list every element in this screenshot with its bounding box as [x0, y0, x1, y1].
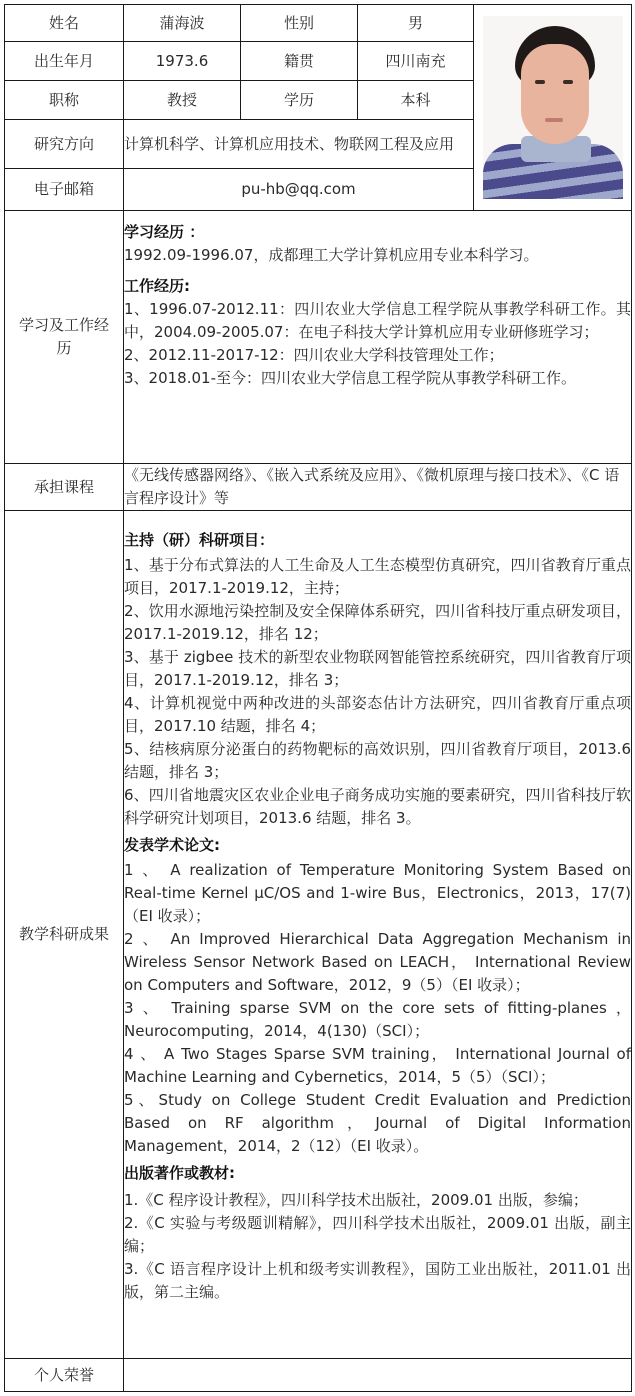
honors-label: 个人荣誉: [5, 1359, 124, 1392]
paper-item: 3 、 Training sparse SVM on the core sets of fitting-planes ，Neurocomputing，2014，4(130)（SCI）；: [124, 999, 631, 1040]
row-achievements: [5, 511, 632, 1359]
study-item: 1992.09-1996.07，成都理工大学计算机应用专业本科学习。: [124, 246, 539, 264]
title-value: 教授: [124, 81, 241, 120]
paper-item: 2 、 An Improved Hierarchical Data Aggregation Mechanism in Wireless Sensor Network Based on LEACH， International Review on Computers and Software，2012，9（5）（EI 收录）；: [124, 930, 631, 994]
row-honors: [5, 1359, 632, 1392]
projects-list: [124, 552, 631, 834]
research-label: 研究方向: [5, 120, 124, 169]
profile-table: [4, 4, 632, 1392]
work-title: 工作经历:: [124, 277, 190, 295]
work-item: 3、2018.01-至今：四川农业大学信息工程学院从事教学科研工作。: [124, 369, 576, 387]
project-item: 2、饮用水源地污染控制及安全保障体系研究，四川省科技厅重点研发项目，2017.1-2019.12，排名 12；: [124, 602, 631, 643]
gender-label: 性别: [241, 5, 358, 42]
birth-value: 1973.6: [124, 42, 241, 81]
experience-content: [124, 211, 632, 464]
papers-title: 发表学术论文:: [124, 836, 220, 854]
birth-label: 出生年月: [5, 42, 124, 81]
row-courses: [5, 464, 632, 511]
study-title: 学习经历 ：: [124, 223, 205, 241]
row-name-gender: [5, 5, 632, 42]
book-item: 1.《C 程序设计教程》，四川科学技术出版社，2009.01 出版，参编；: [124, 1191, 588, 1209]
work-item: 2、2012.11-2017-12：四川农业大学科技管理处工作；: [124, 346, 504, 364]
gender-value: 男: [358, 5, 474, 42]
native-label: 籍贯: [241, 42, 358, 81]
native-value: 四川南充: [358, 42, 474, 81]
project-item: 1、基于分布式算法的人工生命及人工生态模型仿真研究，四川省教育厅重点项目，2017.1-2019.12，主持；: [124, 556, 631, 597]
honors-value: [124, 1359, 632, 1392]
experience-label: 学习及工作经历: [5, 211, 124, 464]
title-label: 职称: [5, 81, 124, 120]
paper-item: 4 、 A Two Stages Sparse SVM training， International Journal of Machine Learning and Cybernetics，2014，5（5）（SCI）；: [124, 1045, 631, 1086]
books-list: [124, 1185, 631, 1308]
courses-label: 承担课程: [5, 464, 124, 511]
email-label: 电子邮箱: [5, 169, 124, 211]
name-label: 姓名: [5, 5, 124, 42]
book-item: 3.《C 语言程序设计上机和级考实训教程》，国防工业出版社，2011.01 出版，第二主编。: [124, 1260, 631, 1301]
paper-item: 5、Study on College Student Credit Evaluation and Prediction Based on RF algorithm，Journal of Digital Information Management，2014，2（12）（EI 收录）。: [124, 1091, 631, 1155]
photo-cell: [474, 5, 632, 211]
achievements-label: 教学科研成果: [5, 511, 124, 1359]
book-item: 2.《C 实验与考级题训精解》，四川科学技术出版社，2009.01 出版，副主编；: [124, 1214, 631, 1255]
degree-label: 学历: [241, 81, 358, 120]
projects-title: 主持（研）科研项目：: [124, 531, 275, 549]
books-title: 出版著作或教材:: [124, 1164, 235, 1182]
face-shape: [521, 44, 589, 144]
portrait-photo: [483, 16, 623, 199]
courses-value: 《无线传感器网络》、《嵌入式系统及应用》、《微机原理与接口技术》、《C 语言程序设计》等: [124, 464, 632, 511]
row-experience: [5, 211, 632, 464]
project-item: 6、四川省地震灾区农业企业电子商务成功实施的要素研究，四川省科技厅软科学研究计划项目，2013.6 结题，排名 3。: [124, 786, 631, 827]
research-value: 计算机科学、计算机应用技术、物联网工程及应用: [124, 120, 474, 169]
project-item: 5、结核病原分泌蛋白的药物靶标的高效识别，四川省教育厅项目，2013.6 结题，排名 3；: [124, 740, 631, 781]
achievements-content: [124, 511, 632, 1359]
work-item: 1、1996.07-2012.11：四川农业大学信息工程学院从事教学科研工作。其中，2004.09-2005.07：在电子科技大学计算机应用专业研修班学习；: [124, 300, 631, 341]
name-value: 蒲海波: [124, 5, 241, 42]
project-item: 4、计算机视觉中两种改进的头部姿态估计方法研究，四川省教育厅重点项目，2017.10 结题，排名 4；: [124, 694, 631, 735]
papers-list: [124, 857, 631, 1162]
email-value: pu-hb@qq.com: [124, 169, 474, 211]
paper-item: 1 、 A realization of Temperature Monitoring System Based on Real-time Kernel μC/OS and 1-wire Bus，Electronics，2013，17(7)（EI 收录）；: [124, 861, 631, 925]
project-item: 3、基于 zigbee 技术的新型农业物联网智能管控系统研究，四川省教育厅项目，2017.1-2019.12，排名 3；: [124, 648, 631, 689]
degree-value: 本科: [358, 81, 474, 120]
